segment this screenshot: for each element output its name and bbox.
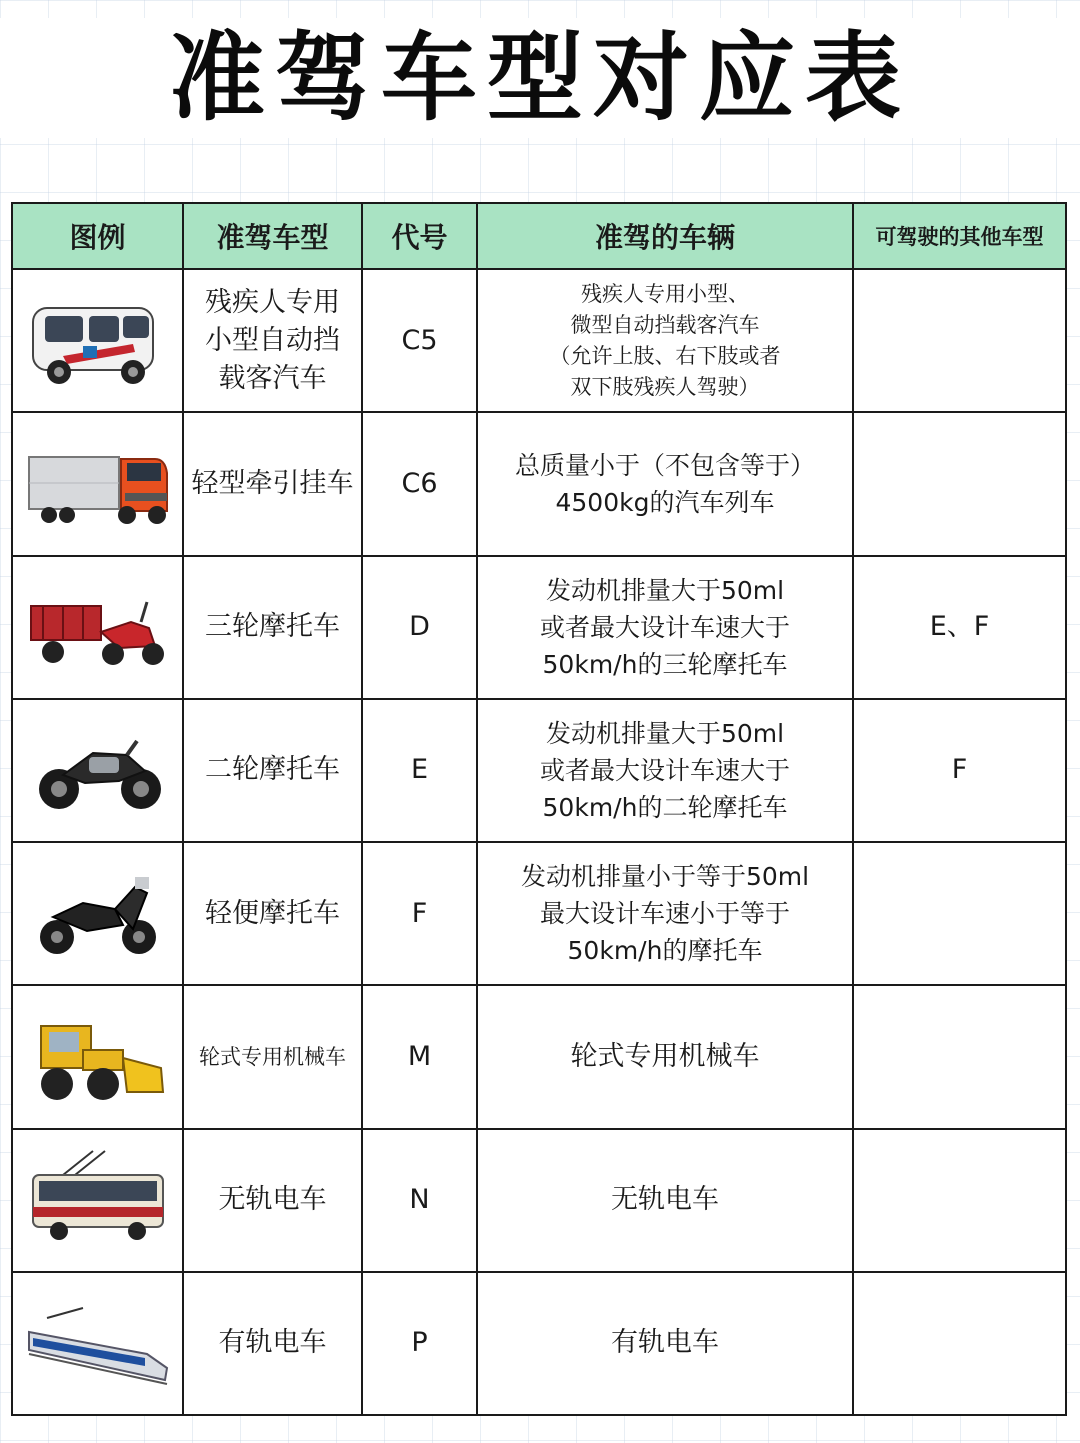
- permitted-vehicles-cell: 发动机排量小于等于50ml 最大设计车速小于等于 50km/h的摩托车: [477, 842, 853, 985]
- permitted-vehicles-cell: 有轨电车: [477, 1272, 853, 1415]
- table-row: [12, 1272, 1066, 1415]
- other-types-cell: [853, 412, 1066, 555]
- permitted-vehicles-cell: 总质量小于（不包含等于） 4500kg的汽车列车: [477, 412, 853, 555]
- table-header-row: [12, 203, 1066, 269]
- scooter-icon: [23, 859, 173, 969]
- vehicle-type-cell: 有轨电车: [183, 1272, 362, 1415]
- trolleybus-icon: [23, 1145, 173, 1255]
- other-types-cell: F: [853, 699, 1066, 842]
- other-types-cell: [853, 1129, 1066, 1272]
- header-permitted-vehicles: 准驾的车辆: [477, 203, 853, 269]
- legend-cell: [12, 269, 183, 412]
- code-cell: D: [362, 556, 477, 699]
- permitted-vehicles-cell: 无轨电车: [477, 1129, 853, 1272]
- legend-cell: [12, 1129, 183, 1272]
- other-types-cell: [853, 1272, 1066, 1415]
- legend-cell: [12, 412, 183, 555]
- code-cell: N: [362, 1129, 477, 1272]
- three-wheel-motorcycle-icon: [23, 572, 173, 682]
- legend-cell: [12, 985, 183, 1128]
- permitted-vehicles-cell: 发动机排量大于50ml 或者最大设计车速大于 50km/h的二轮摩托车: [477, 699, 853, 842]
- code-cell: M: [362, 985, 477, 1128]
- page-title: 准驾车型对应表: [0, 18, 1080, 138]
- table-row: [12, 985, 1066, 1128]
- code-cell: C6: [362, 412, 477, 555]
- vehicle-type-cell: 二轮摩托车: [183, 699, 362, 842]
- table-row: [12, 842, 1066, 985]
- other-types-cell: [853, 842, 1066, 985]
- license-type-table: [11, 202, 1067, 1416]
- motorcycle-icon: [23, 715, 173, 825]
- permitted-vehicles-cell: 残疾人专用小型、 微型自动挡载客汽车 （允许上肢、右下肢或者 双下肢残疾人驾驶）: [477, 269, 853, 412]
- permitted-vehicles-cell: 发动机排量大于50ml 或者最大设计车速大于 50km/h的三轮摩托车: [477, 556, 853, 699]
- permitted-vehicles-cell: 轮式专用机械车: [477, 985, 853, 1128]
- wheel-loader-icon: [23, 1002, 173, 1112]
- legend-cell: [12, 842, 183, 985]
- disabled-car-icon: [23, 286, 173, 396]
- table-row: [12, 699, 1066, 842]
- vehicle-type-cell: 残疾人专用 小型自动挡 载客汽车: [183, 269, 362, 412]
- table-row: [12, 412, 1066, 555]
- other-types-cell: E、F: [853, 556, 1066, 699]
- table-row: [12, 1129, 1066, 1272]
- other-types-cell: [853, 985, 1066, 1128]
- table-row: [12, 269, 1066, 412]
- header-code: 代号: [362, 203, 477, 269]
- other-types-cell: [853, 269, 1066, 412]
- header-other-types: 可驾驶的其他车型: [853, 203, 1066, 269]
- header-legend: 图例: [12, 203, 183, 269]
- vehicle-type-cell: 轮式专用机械车: [183, 985, 362, 1128]
- code-cell: C5: [362, 269, 477, 412]
- header-vehicle-type: 准驾车型: [183, 203, 362, 269]
- legend-cell: [12, 556, 183, 699]
- vehicle-type-cell: 无轨电车: [183, 1129, 362, 1272]
- table-row: [12, 556, 1066, 699]
- vehicle-type-cell: 三轮摩托车: [183, 556, 362, 699]
- code-cell: F: [362, 842, 477, 985]
- code-cell: E: [362, 699, 477, 842]
- legend-cell: [12, 1272, 183, 1415]
- code-cell: P: [362, 1272, 477, 1415]
- legend-cell: [12, 699, 183, 842]
- vehicle-type-cell: 轻型牵引挂车: [183, 412, 362, 555]
- tram-icon: [23, 1288, 173, 1398]
- vehicle-type-cell: 轻便摩托车: [183, 842, 362, 985]
- tractor-truck-icon: [23, 429, 173, 539]
